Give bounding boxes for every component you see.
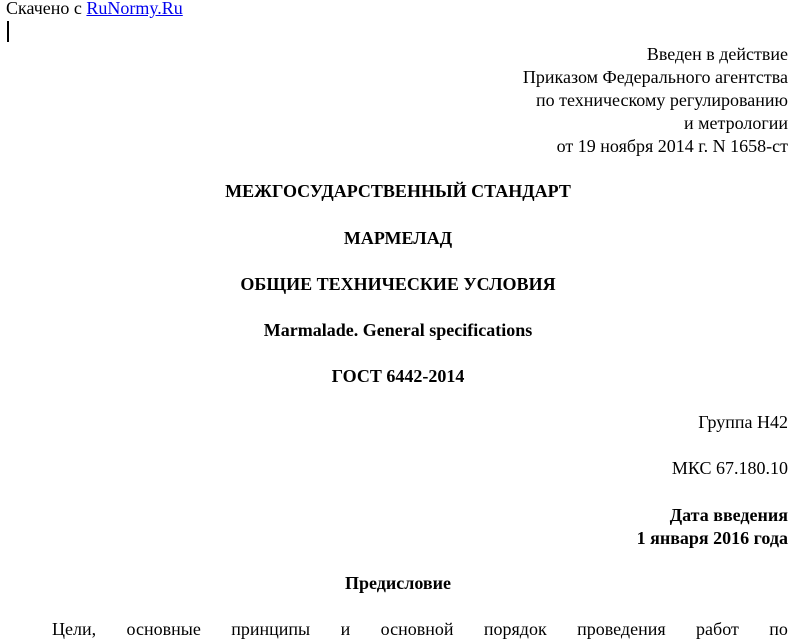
intro-line-2: Приказом Федерального агентства: [522, 67, 788, 87]
preface-word: по: [769, 619, 788, 639]
preface-word: работ: [696, 619, 739, 639]
gost-code: ГОСТ 6442-2014: [331, 366, 465, 386]
english-title: Marmalade. General specifications: [263, 320, 533, 340]
group-code: Группа Н42: [698, 412, 788, 432]
download-source: [6, 0, 183, 19]
intro-line-5: от 19 ноября 2014 г. N 1658-ст: [556, 136, 788, 156]
runormy-link[interactable]: RuNormy.Ru: [86, 0, 183, 18]
preface-word: принципы: [231, 619, 311, 639]
standard-title: МЕЖГОСУДАРСТВЕННЫЙ СТАНДАРТ: [225, 181, 571, 201]
intro-line-1: Введен в действие: [646, 44, 788, 64]
effective-date-value: 1 января 2016 года: [636, 528, 788, 548]
preface-word: основные: [126, 619, 201, 639]
preface-word: Цели,: [52, 619, 97, 639]
preface-word: проведения: [577, 619, 666, 639]
download-prefix: Скачено с: [6, 0, 87, 18]
effective-date-label: Дата введения: [669, 505, 788, 525]
preface-word: основной: [380, 619, 454, 639]
mks-code: МКС 67.180.10: [671, 458, 788, 478]
intro-line-4: и метрологии: [684, 113, 788, 133]
conditions-title: ОБЩИЕ ТЕХНИЧЕСКИЕ УСЛОВИЯ: [240, 274, 556, 294]
intro-line-3: по техническому регулированию: [535, 90, 788, 110]
preface-paragraph-line: [52, 618, 788, 640]
text-cursor: [7, 21, 9, 42]
preface-word: порядок: [483, 619, 547, 639]
preface-word: и: [340, 619, 351, 639]
product-title: МАРМЕЛАД: [343, 228, 453, 248]
preface-heading: Предисловие: [345, 573, 451, 593]
